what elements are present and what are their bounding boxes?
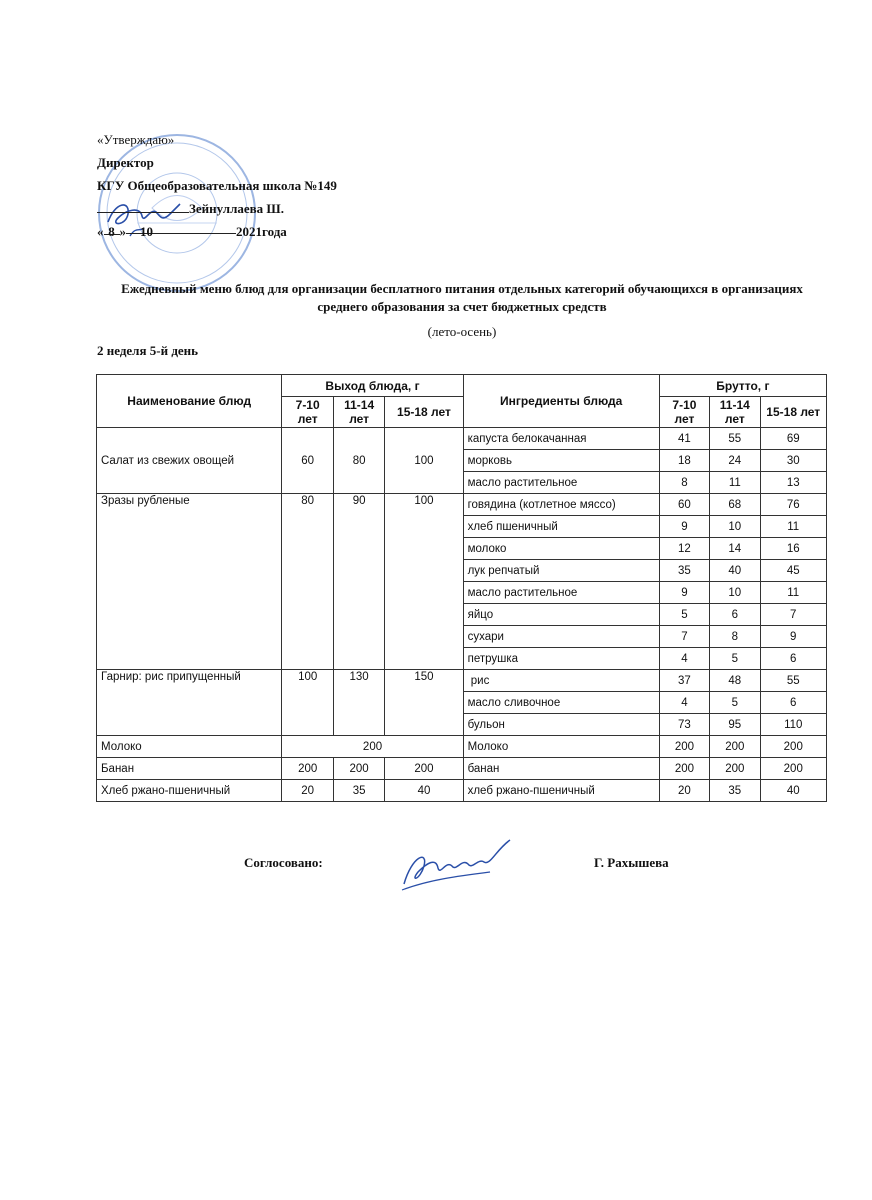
brutto-15-18: 69: [760, 428, 827, 450]
brutto-7-10: 20: [659, 780, 709, 802]
ingredient-name: яйцо: [463, 604, 659, 626]
output-15-18: 40: [385, 780, 463, 802]
brutto-11-14: 40: [710, 560, 760, 582]
menu-table: [96, 374, 827, 802]
output-7-10: 200: [282, 758, 333, 780]
header-ingredients: Ингредиенты блюда: [463, 375, 659, 428]
brutto-7-10: 200: [659, 758, 709, 780]
ingredient-name: рис: [463, 670, 659, 692]
brutto-15-18: 200: [760, 736, 827, 758]
output-7-10: 100: [282, 670, 333, 736]
output-11-14: 200: [333, 758, 384, 780]
approval-organization: КГУ Общеобразовательная школа №149: [97, 178, 337, 193]
header-brutto-age-15-18: 15-18 лет: [760, 397, 827, 428]
brutto-15-18: 7: [760, 604, 827, 626]
table-row: [97, 780, 827, 802]
output-7-10: 80: [282, 494, 333, 670]
brutto-15-18: 11: [760, 582, 827, 604]
document-title: Ежедневный меню блюд для организации бесплатного питания отдельных категорий обучающихся в организациях среднего образования за счет бюджетных средств: [121, 281, 803, 314]
header-brutto: Брутто, г: [659, 375, 826, 397]
brutto-15-18: 55: [760, 670, 827, 692]
brutto-7-10: 200: [659, 736, 709, 758]
brutto-11-14: 24: [710, 450, 760, 472]
ingredient-name: масло растительное: [463, 582, 659, 604]
output-11-14: 35: [333, 780, 384, 802]
ingredient-name: хлеб ржано-пшеничный: [463, 780, 659, 802]
dish-name: Гарнир: рис припущенный: [97, 670, 282, 736]
brutto-7-10: 9: [659, 516, 709, 538]
output-15-18: 100: [385, 428, 463, 494]
output-11-14: 80: [333, 428, 384, 494]
ingredient-name: говядина (котлетное мяссо): [463, 494, 659, 516]
approval-line-1: «Утверждаю»: [97, 132, 175, 147]
ingredient-name: бульон: [463, 714, 659, 736]
brutto-11-14: 11: [710, 472, 760, 494]
date-close-quote: »: [119, 224, 126, 239]
agreed-person-name: Г. Рахышева: [594, 855, 669, 870]
ingredient-name: морковь: [463, 450, 659, 472]
approval-signature-row: [97, 197, 337, 220]
ingredient-name: хлеб пшеничный: [463, 516, 659, 538]
ingredient-name: капуста белокачанная: [463, 428, 659, 450]
brutto-11-14: 48: [710, 670, 760, 692]
brutto-7-10: 12: [659, 538, 709, 560]
output-15-18: 200: [385, 758, 463, 780]
brutto-11-14: 10: [710, 516, 760, 538]
output-7-10: 60: [282, 428, 333, 494]
date-month: 10: [126, 220, 236, 234]
approval-block: [97, 128, 337, 243]
header-row-1: [97, 375, 827, 397]
header-age-11-14: 11-14 лет: [333, 397, 384, 428]
signature-blank: [97, 198, 189, 213]
output-11-14: 130: [333, 670, 384, 736]
table-row: [97, 758, 827, 780]
brutto-11-14: 95: [710, 714, 760, 736]
brutto-7-10: 41: [659, 428, 709, 450]
brutto-7-10: 4: [659, 692, 709, 714]
table-row: [97, 494, 827, 516]
ingredient-name: лук репчатый: [463, 560, 659, 582]
header-age-15-18: 15-18 лет: [385, 397, 463, 428]
approval-director-name: Зейнуллаева Ш.: [189, 201, 284, 216]
brutto-15-18: 110: [760, 714, 827, 736]
brutto-11-14: 6: [710, 604, 760, 626]
brutto-7-10: 35: [659, 560, 709, 582]
header-age-7-10: 7-10 лет: [282, 397, 333, 428]
output-all-ages: 200: [282, 736, 463, 758]
brutto-11-14: 14: [710, 538, 760, 560]
dish-name: Молоко: [97, 736, 282, 758]
table-row: [97, 428, 827, 450]
brutto-11-14: 68: [710, 494, 760, 516]
ingredient-name: масло сливочное: [463, 692, 659, 714]
agreed-signature: [398, 836, 518, 894]
brutto-15-18: 40: [760, 780, 827, 802]
brutto-7-10: 9: [659, 582, 709, 604]
ingredient-name: петрушка: [463, 648, 659, 670]
brutto-7-10: 37: [659, 670, 709, 692]
brutto-15-18: 6: [760, 692, 827, 714]
brutto-15-18: 200: [760, 758, 827, 780]
week-day-label: 2 неделя 5-й день: [97, 343, 199, 358]
brutto-7-10: 7: [659, 626, 709, 648]
table-row: [97, 736, 827, 758]
brutto-7-10: 18: [659, 450, 709, 472]
date-open-quote: «: [97, 224, 104, 239]
brutto-11-14: 5: [710, 648, 760, 670]
date-day: 8: [104, 220, 120, 235]
dish-name: Банан: [97, 758, 282, 780]
output-11-14: 90: [333, 494, 384, 670]
brutto-15-18: 11: [760, 516, 827, 538]
header-dish: Наименование блюд: [97, 375, 282, 428]
brutto-15-18: 45: [760, 560, 827, 582]
brutto-11-14: 200: [710, 736, 760, 758]
brutto-7-10: 60: [659, 494, 709, 516]
brutto-15-18: 16: [760, 538, 827, 560]
table-row: [97, 670, 827, 692]
agreed-label: Соглосовано:: [244, 855, 323, 870]
brutto-11-14: 10: [710, 582, 760, 604]
brutto-15-18: 9: [760, 626, 827, 648]
ingredient-name: банан: [463, 758, 659, 780]
dish-name: Зразы рубленые: [97, 494, 282, 670]
header-brutto-age-7-10: 7-10 лет: [659, 397, 709, 428]
season-label: (лето-осень): [427, 324, 497, 339]
output-15-18: 100: [385, 494, 463, 670]
dish-name: Хлеб ржано-пшеничный: [97, 780, 282, 802]
brutto-11-14: 200: [710, 758, 760, 780]
approval-date-row: [97, 220, 337, 243]
output-15-18: 150: [385, 670, 463, 736]
brutto-11-14: 8: [710, 626, 760, 648]
brutto-11-14: 55: [710, 428, 760, 450]
brutto-15-18: 30: [760, 450, 827, 472]
ingredient-name: сухари: [463, 626, 659, 648]
ingredient-name: масло растительное: [463, 472, 659, 494]
brutto-7-10: 8: [659, 472, 709, 494]
output-7-10: 20: [282, 780, 333, 802]
dish-name: Салат из свежих овощей: [97, 428, 282, 494]
brutto-11-14: 5: [710, 692, 760, 714]
brutto-7-10: 5: [659, 604, 709, 626]
ingredient-name: Молоко: [463, 736, 659, 758]
approval-position: Директор: [97, 155, 154, 170]
brutto-15-18: 6: [760, 648, 827, 670]
brutto-7-10: 4: [659, 648, 709, 670]
brutto-7-10: 73: [659, 714, 709, 736]
ingredient-name: молоко: [463, 538, 659, 560]
brutto-15-18: 76: [760, 494, 827, 516]
brutto-11-14: 35: [710, 780, 760, 802]
date-year: 2021года: [236, 224, 287, 239]
header-output: Выход блюда, г: [282, 375, 463, 397]
brutto-15-18: 13: [760, 472, 827, 494]
header-brutto-age-11-14: 11-14 лет: [710, 397, 760, 428]
